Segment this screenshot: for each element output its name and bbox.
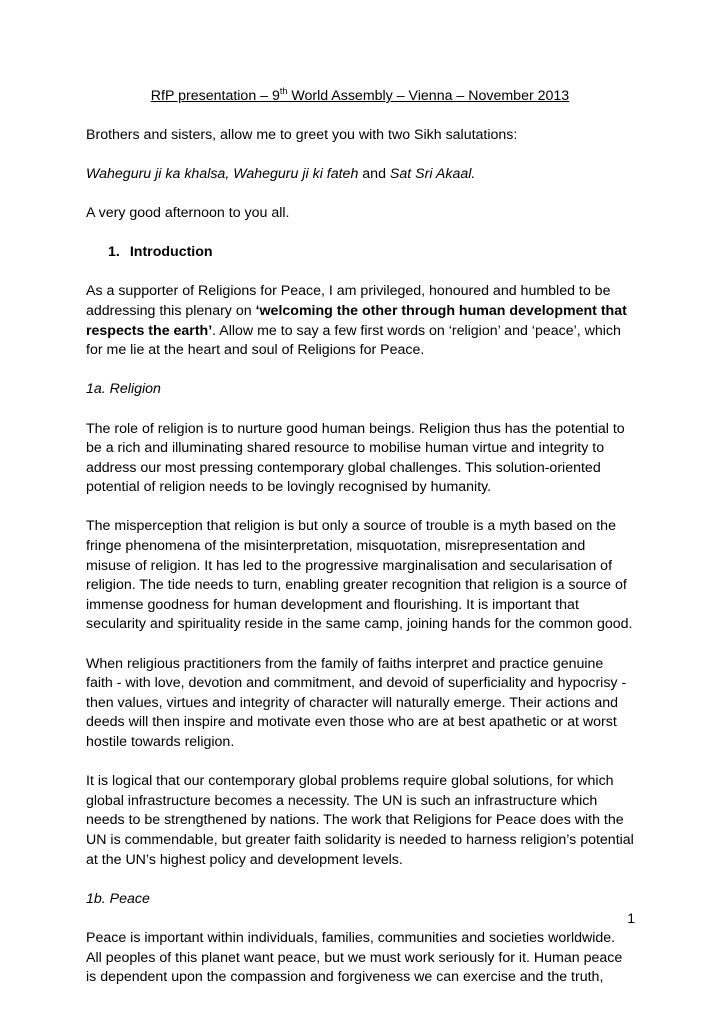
- document-title: [86, 87, 634, 107]
- religion-paragraph-1: The role of religion is to nurture good human beings. Religion thus has the potential to be a rich and illuminating shared resource to mobilise human virtue and integrity to address our most pressing contemporary global challenges. This solution-oriented potential of religion needs to be lovingly recognised by humanity.: [86, 420, 625, 496]
- title-text-end: World Assembly – Vienna – November 2013: [287, 88, 570, 104]
- salutation-paragraph: [86, 165, 634, 185]
- document-body: [86, 87, 634, 1007]
- religion-paragraph-4: It is logical that our contemporary global problems require global solutions, for which global infrastructure becomes a necessity. The UN is such an infrastructure which needs to be strengthened by nations. The work that Religions for Peace does with the UN is commendable, but greater faith solidarity is needed to harness religion’s potential at the UN’s highest policy and development levels.: [86, 773, 634, 868]
- page-number: 1: [627, 910, 635, 926]
- section-heading-introduction: [108, 243, 634, 263]
- section-number: 1.: [108, 244, 120, 261]
- title-superscript: th: [279, 86, 288, 96]
- subheading-peace: 1b. Peace: [86, 890, 150, 907]
- salutation-italic: Waheguru ji ka khalsa, Waheguru ji ki fateh: [86, 165, 359, 182]
- salutation-italic-2: Sat Sri Akaal.: [389, 165, 476, 182]
- intro-bold-text: ‘welcoming the other through human development that respects the earth’: [86, 302, 627, 339]
- salutation-and: and: [358, 165, 390, 182]
- religion-paragraph-2: The misperception that religion is but only a source of trouble is a myth based on the fringe phenomena of the misinterpretation, misquotation, misrepresentation and misuse of religion. It has led to the progressive marginalisation and secularisation of religion. The tide needs to turn, enabling greater recognition that religion is a source of immense goodness for human development and flourishing. It is important that secularity and spirituality reside in the same camp, joining hands for the common good.: [86, 518, 633, 633]
- peace-paragraph-1: Peace is important within individuals, families, communities and societies worldwide. All peoples of this planet want peace, but we must work seriously for it. Human peace is dependent upon the compassion and forgiveness we can exercise and the truth,: [86, 929, 623, 986]
- greeting-paragraph: Brothers and sisters, allow me to greet you with two Sikh salutations:: [86, 126, 518, 143]
- intro-text-1: As a supporter of Religions for Peace, I am privileged, honoured and humbled to be addressing this plenary on: [86, 283, 611, 319]
- section-title: Introduction: [129, 244, 213, 261]
- afternoon-paragraph: A very good afternoon to you all.: [86, 204, 290, 221]
- title-text-start: RfP presentation – 9: [150, 88, 280, 104]
- intro-paragraph: [86, 282, 634, 360]
- subheading-religion: 1a. Religion: [86, 381, 161, 398]
- intro-text-2: . Allow me to say a few first words on ‘religion’ and ‘peace’, which for me lie at the heart and soul of Religions for Peace.: [86, 322, 621, 359]
- religion-paragraph-3: When religious practitioners from the family of faiths interpret and practice genuine faith - with love, devotion and commitment, and devoid of superficiality and hypocrisy - then values, virtues and integrity of character will naturally emerge. Their actions and deeds will then inspire and motivate even those who are at best apathetic or at worst hostile towards religion.: [86, 655, 627, 750]
